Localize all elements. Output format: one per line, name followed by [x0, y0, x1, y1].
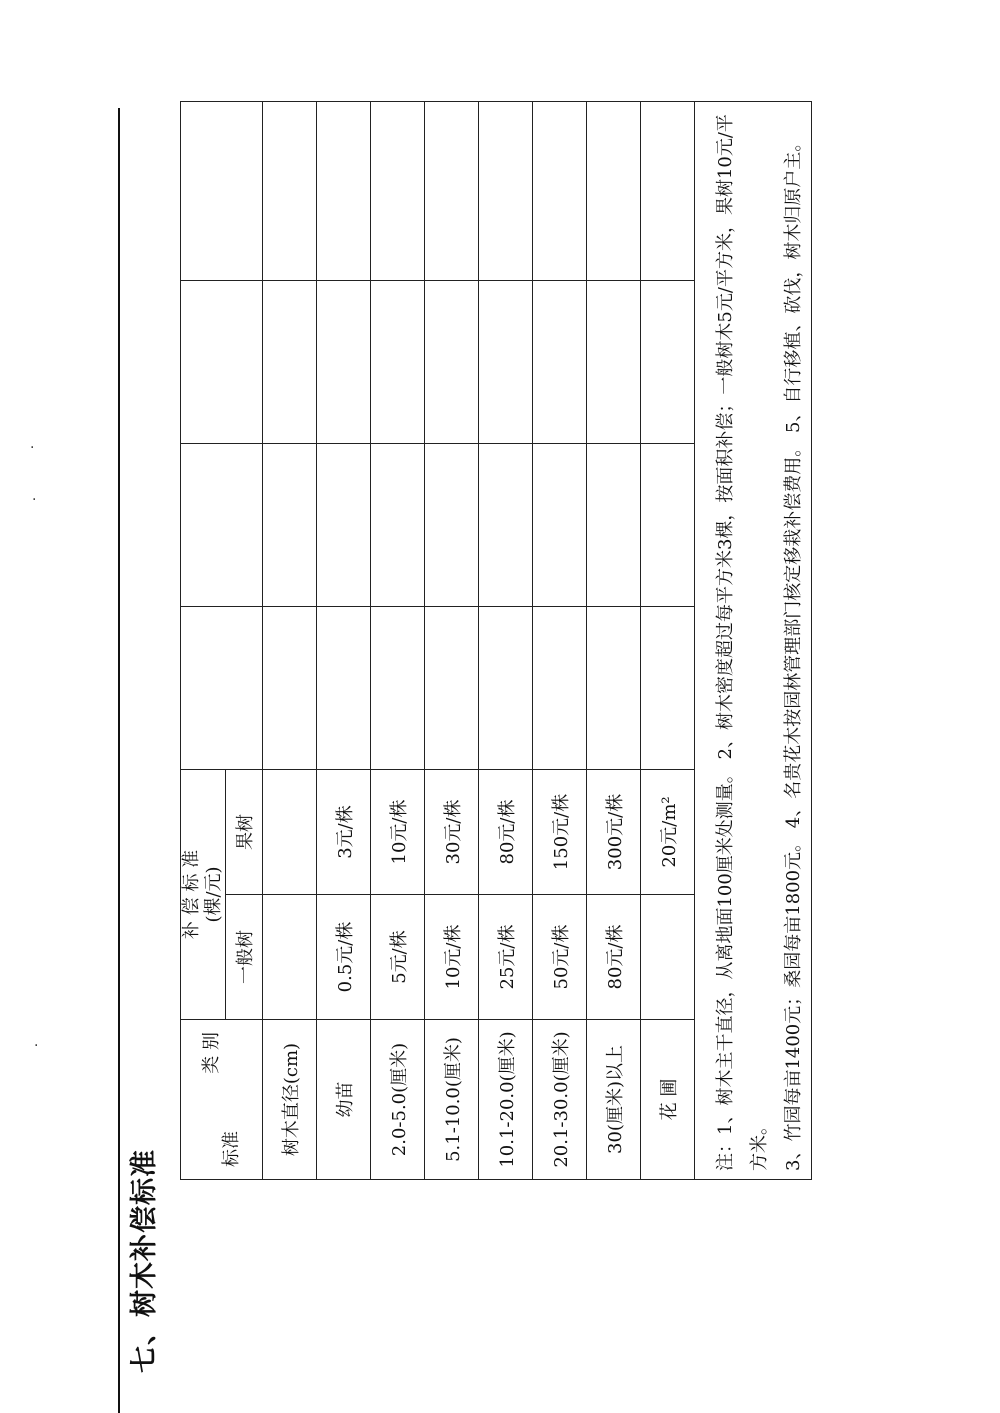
blank-cell: [479, 101, 533, 280]
top-rule: [118, 108, 120, 1413]
row-fruit-value: 3元/株: [317, 769, 371, 894]
blank-cell: [425, 443, 479, 606]
blank-cell: [181, 443, 263, 606]
compensation-table: [180, 101, 812, 1180]
header-standard-unit: (棵/元): [203, 866, 224, 923]
blank-cell: [425, 101, 479, 280]
header-corner-category: 类 别: [200, 1032, 222, 1074]
header-corner: [181, 1020, 263, 1180]
header-standard-title: 补 偿 标 准: [181, 849, 202, 940]
blank-cell: [371, 101, 425, 280]
blank-cell: [181, 606, 263, 769]
row-general-value: 0.5元/株: [317, 895, 371, 1020]
blank-cell: [641, 606, 695, 769]
scan-speck: ·: [32, 492, 37, 508]
header-standard: [181, 769, 226, 1019]
blank-cell: [533, 443, 587, 606]
table-row-flower: [641, 101, 695, 1179]
blank-cell: [371, 280, 425, 443]
row-fruit-value: 80元/株: [479, 769, 533, 894]
table-row: [479, 101, 533, 1179]
header-corner-standard: 标准: [220, 1131, 242, 1167]
section-heading: 七、树木补偿标准: [129, 1149, 160, 1373]
col-fruit-header: 果树: [226, 769, 263, 894]
row-category: 20.1-30.0(厘米): [533, 1020, 587, 1180]
col-general-header: 一般树: [226, 895, 263, 1020]
row-general-value: 5元/株: [371, 895, 425, 1020]
row-category: 10.1-20.0(厘米): [479, 1020, 533, 1180]
blank-cell: [317, 101, 371, 280]
blank-cell: [587, 443, 641, 606]
blank-cell: [587, 101, 641, 280]
blank-cell: [317, 443, 371, 606]
table-row: [533, 101, 587, 1179]
table-row: [425, 101, 479, 1179]
row-category: 2.0-5.0(厘米): [371, 1020, 425, 1180]
blank-cell: [263, 606, 317, 769]
blank-cell: [641, 101, 695, 280]
table-row: [263, 101, 317, 1179]
row-fruit-value: 150元/株: [533, 769, 587, 894]
footnote-line-2: 3、竹园每亩1400元；桑园每亩1800元。 4、名贵花木按园林管理部门核定移栽补偿费用。 5、自行移植、砍伐，树木归原户主。: [783, 133, 804, 1171]
row-general-value: 10元/株: [425, 895, 479, 1020]
blank-cell: [317, 606, 371, 769]
row-fruit-value: 300元/株: [587, 769, 641, 894]
blank-cell: [371, 606, 425, 769]
blank-cell: [425, 606, 479, 769]
flower-label: 花 圃: [641, 1020, 695, 1180]
footnote-line-1: 注：1、树木主干直径，从离地面100厘米处测量。 2、树木密度超过每平方米3棵，按面积补偿；一般树木5元/平方米，果树10元/平方米。: [715, 114, 770, 1171]
blank-cell: [263, 101, 317, 280]
row-general-value: 50元/株: [533, 895, 587, 1020]
row-fruit-value: 30元/株: [425, 769, 479, 894]
blank-cell: [263, 443, 317, 606]
blank-cell: [587, 280, 641, 443]
blank-cell: [181, 101, 263, 280]
row-general-value: [263, 895, 317, 1020]
row-category: 树木直径(cm): [263, 1020, 317, 1180]
row-fruit-value: 10元/株: [371, 769, 425, 894]
blank-cell: [181, 280, 263, 443]
row-general-value: 25元/株: [479, 895, 533, 1020]
blank-cell: [587, 606, 641, 769]
blank-cell: [263, 280, 317, 443]
row-category: 30(厘米)以上: [587, 1020, 641, 1180]
blank-cell: [371, 443, 425, 606]
table-note-row: [695, 101, 812, 1179]
table-row: [371, 101, 425, 1179]
blank-cell: [641, 280, 695, 443]
table-row: [317, 101, 371, 1179]
table-row: [587, 101, 641, 1179]
blank-cell: [641, 895, 695, 1020]
flower-value: 20元/m²: [641, 769, 695, 894]
scan-speck: ·: [34, 1038, 39, 1054]
row-general-value: 80元/株: [587, 895, 641, 1020]
blank-cell: [533, 606, 587, 769]
blank-cell: [479, 606, 533, 769]
blank-cell: [479, 280, 533, 443]
table-header-row: [181, 101, 226, 1179]
blank-cell: [641, 443, 695, 606]
row-category: 5.1-10.0(厘米): [425, 1020, 479, 1180]
row-fruit-value: [263, 769, 317, 894]
blank-cell: [425, 280, 479, 443]
blank-cell: [533, 280, 587, 443]
row-category: 幼苗: [317, 1020, 371, 1180]
blank-cell: [317, 280, 371, 443]
footnote: [695, 101, 812, 1179]
blank-cell: [533, 101, 587, 280]
blank-cell: [479, 443, 533, 606]
scan-speck: ·: [30, 440, 35, 456]
